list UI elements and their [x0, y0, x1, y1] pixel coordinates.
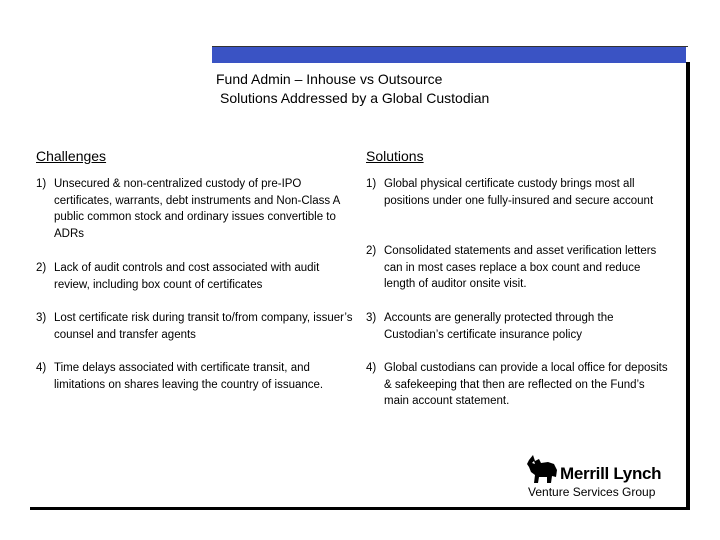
challenge-text: Lack of audit controls and cost associated with audit review, including box count of certificates [54, 262, 320, 291]
solution-number: 3) [366, 312, 377, 324]
solution-text: Accounts are generally protected through the Custodian’s certificate insurance policy [384, 312, 614, 341]
title-line-1: Fund Admin – Inhouse vs Outsource [216, 71, 443, 87]
solution-text: Consolidated statements and asset verification letters can in most cases replace a box count and reduce length of auditor onsite visit. [384, 245, 657, 290]
solution-item-1 [366, 176, 672, 209]
solution-item-2 [366, 243, 672, 293]
challenge-text: Time delays associated with certificate transit, and limitations on shares leaving the country of issuance. [54, 362, 324, 391]
solution-text: Global physical certificate custody brings most all positions under one fully-insured and secure account [384, 178, 654, 207]
solution-text: Global custodians can provide a local office for deposits & safekeeping that then are reflected on the Fund’s main account statement. [384, 362, 668, 407]
challenge-number: 3) [36, 312, 47, 324]
challenge-item-2 [36, 260, 356, 293]
solution-number: 4) [366, 362, 377, 374]
title-line-2: Solutions Addressed by a Global Custodian [220, 90, 490, 106]
solution-item-3 [366, 310, 672, 343]
solutions-heading: Solutions [366, 148, 424, 164]
solution-number: 1) [366, 178, 377, 190]
solution-number: 2) [366, 245, 377, 257]
challenge-item-1 [36, 176, 346, 242]
solution-item-4 [366, 360, 672, 410]
challenges-heading: Challenges [36, 148, 107, 164]
challenge-text: Lost certificate risk during transit to/from company, issuer’s counsel and transfer agents [54, 312, 353, 341]
challenge-text: Unsecured & non-centralized custody of pre-IPO certificates, warrants, debt instruments and Non-Class A public common stock and ordinary issues convertible to ADRs [54, 178, 340, 240]
company-logo [526, 452, 662, 499]
frame-right-shadow [686, 62, 690, 510]
bull-icon [526, 452, 560, 486]
frame-bottom-line [30, 507, 690, 510]
logo-group-text: Venture Services Group [528, 485, 656, 499]
logo-brand-text: Merrill Lynch [560, 464, 662, 483]
challenge-item-3 [36, 310, 358, 343]
challenge-item-4 [36, 360, 362, 393]
challenge-number: 1) [36, 178, 47, 190]
challenge-number: 4) [36, 362, 47, 374]
slide-title [216, 70, 489, 108]
challenge-number: 2) [36, 262, 47, 274]
header-bar [212, 47, 686, 63]
